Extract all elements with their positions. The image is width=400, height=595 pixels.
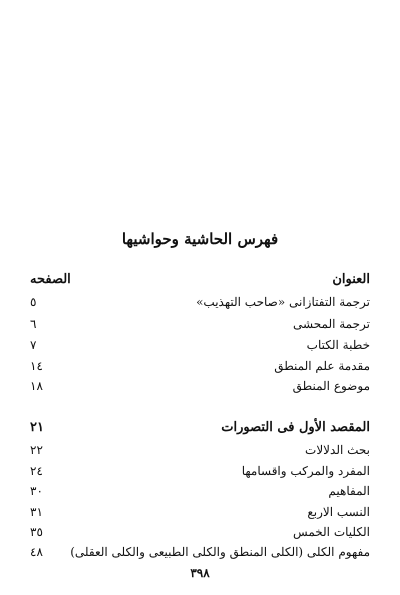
entry-title: المفرد والمركب واقسامها: [241, 464, 370, 478]
entry-title: موضوع المنطق: [292, 379, 370, 393]
entry-page: ٧: [30, 338, 37, 352]
entry-title: ترجمة التفتازانى «صاحب التهذيب»: [196, 295, 370, 309]
entry-page: ٢٢: [30, 443, 43, 457]
entry-title: بحث الدلالات: [305, 443, 370, 457]
entry-page: ٣٥: [30, 525, 43, 539]
entry-title: ترجمة المحشى: [293, 317, 370, 331]
index-entry: [30, 379, 370, 393]
entry-page: ٤٨: [30, 545, 43, 559]
index-entry: [30, 317, 370, 331]
entry-page: ٦: [30, 317, 37, 331]
section-heading-entry: [30, 420, 370, 435]
index-entry: [30, 443, 370, 457]
index-entry: [30, 338, 370, 352]
entry-page: ١٤: [30, 359, 43, 373]
entry-title: الكليات الخمس: [293, 525, 370, 539]
entry-title: مفهوم الكلى (الكلى المنطق والكلى الطبيعى والكلى العقلى): [70, 545, 370, 559]
title-column-header: العنوان: [332, 272, 370, 287]
index-entry: [30, 484, 370, 498]
entry-title: المقصد الأول فى التصورات: [221, 420, 370, 435]
page-number: ٣٩٨: [190, 566, 210, 580]
entry-title: المفاهيم: [328, 484, 370, 498]
page-column-header: الصفحه: [30, 272, 71, 287]
index-entry: [30, 464, 370, 478]
entry-page: ١٨: [30, 379, 43, 393]
index-entry: [30, 295, 370, 309]
entry-title: النسب الاربع: [307, 505, 370, 519]
entry-page: ٣١: [30, 505, 43, 519]
index-entry: [30, 359, 370, 373]
entry-page: ٢٤: [30, 464, 43, 478]
entry-title: خطبة الكتاب: [306, 338, 370, 352]
index-title: فهرس الحاشية وحواشيها: [121, 230, 279, 248]
entry-title: مقدمة علم المنطق: [274, 359, 370, 373]
index-entry: [30, 505, 370, 519]
entry-page: ٥: [30, 295, 37, 309]
index-entry: [30, 545, 370, 559]
entry-page: ٣٠: [30, 484, 43, 498]
entry-page: ٢١: [30, 420, 44, 435]
index-entry: [30, 525, 370, 539]
column-headers: [30, 272, 370, 287]
